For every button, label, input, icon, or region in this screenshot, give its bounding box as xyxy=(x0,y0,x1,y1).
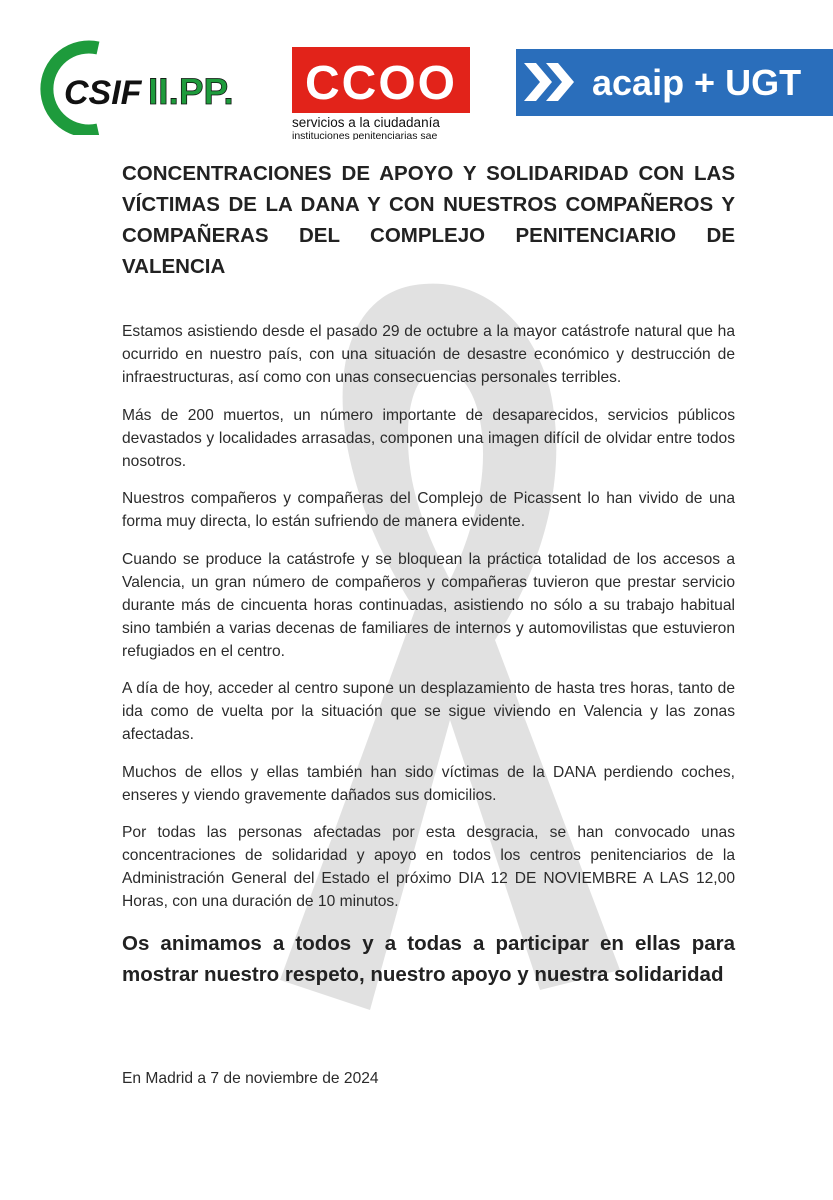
paragraph: Estamos asistiendo desde el pasado 29 de octubre a la mayor catástrofe natural que ha ocurrido en nuestro país, con una situación de desastre económico y destrucción de infraestructuras, así como con unas consecuencias personales terribles. xyxy=(122,323,735,386)
document-title: CONCENTRACIONES DE APOYO Y SOLIDARIDAD CON LAS VÍCTIMAS DE LA DANA Y CON NUESTROS COMPAÑEROS Y COMPAÑERAS DEL COMPLEJO PENITENCIARIO DE VALENCIA xyxy=(122,162,735,278)
paragraph: Por todas las personas afectadas por esta desgracia, se han convocado unas concentraciones de solidaridad y apoyo en todos los centros penitenciarios de la Administración General del Estado el próximo DIA 12 DE NOVIEMBRE A LAS 12,00 Horas, con una duración de 10 minutos. xyxy=(122,824,735,910)
paragraph: Más de 200 muertos, un número importante de desaparecidos, servicios públicos devastados y localidades arrasadas, componen una imagen difícil de olvidar entre todos nosotros. xyxy=(122,406,735,470)
ccoo-logo xyxy=(290,45,475,140)
document-body xyxy=(122,320,735,928)
acaip-ugt-text: acaip + UGT xyxy=(592,62,802,103)
ccoo-text: CCOO xyxy=(305,57,457,110)
acaip-ugt-logo xyxy=(516,49,833,116)
signoff-date: En Madrid a 7 de noviembre de 2024 xyxy=(122,1070,379,1087)
paragraph: Muchos de ellos y ellas también han sido víctimas de la DANA perdiendo coches, enseres y viendo gravemente dañados sus domicilios. xyxy=(122,763,735,804)
paragraph: Cuando se produce la catástrofe y se bloquean la práctica totalidad de los accesos a Valencia, un gran número de compañeros y compañeras tuvieron que prestar servicio durante más de cincuenta horas continuadas, asistiendo no sólo a su trabajo habitual sino también a varias decenas de familiares de internos y automovilistas que estuvieron refugiados en el centro. xyxy=(122,550,735,660)
ccoo-subtitle-2: instituciones penitenciarias sae xyxy=(292,130,438,140)
paragraph: Nuestros compañeros y compañeras del Complejo de Picassent lo han vivido de una forma muy directa, lo están sufriendo de manera evidente. xyxy=(122,490,735,530)
paragraph: A día de hoy, acceder al centro supone un desplazamiento de hasta tres horas, tanto de ida como de vuelta por la situación que se sigue viviendo en Valencia y las zonas afectadas. xyxy=(122,680,735,743)
ccoo-subtitle-1: servicios a la ciudadanía xyxy=(292,115,440,130)
iipp-text: II.PP. xyxy=(148,71,234,112)
csif-text: CSIF xyxy=(64,74,142,112)
header-logos xyxy=(0,0,833,145)
csif-iipp-logo xyxy=(40,40,265,135)
call-to-action: Os animamos a todos y a todas a participar en ellas para mostrar nuestro respeto, nuestro apoyo y nuestra solidaridad xyxy=(122,932,735,986)
